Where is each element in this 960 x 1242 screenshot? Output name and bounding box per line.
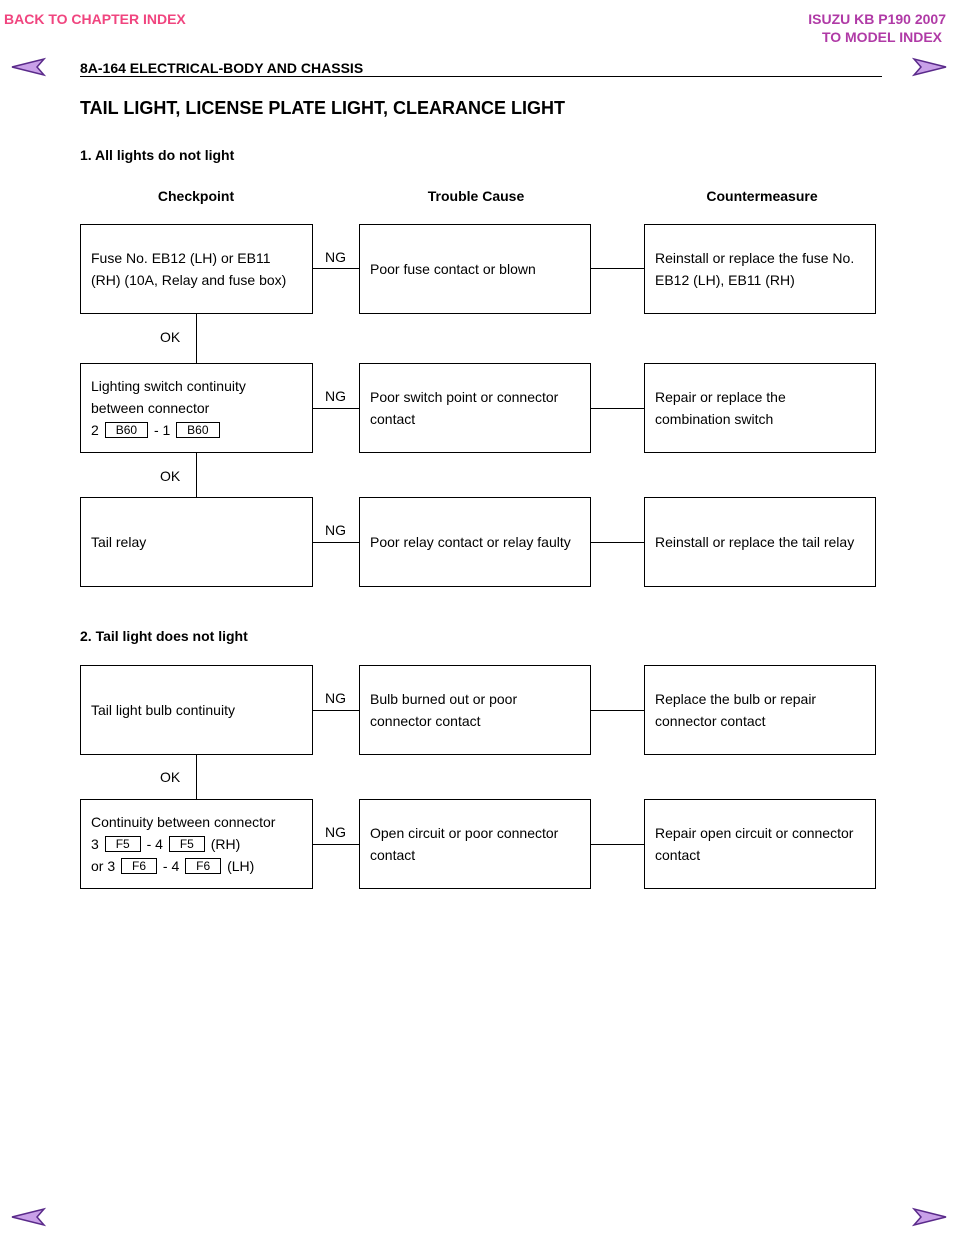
s1-r3-ng-connector [313,542,359,543]
s2-r1-checkpoint-text: Tail light bulb continuity [91,702,235,718]
s1-r2-checkpoint-line1: Lighting switch continuity [91,378,246,394]
previous-page-arrow-bottom-icon[interactable] [10,1206,46,1228]
s1-r1-checkpoint-text: Fuse No. EB12 (LH) or EB11 (RH) (10A, Relay and fuse box) [91,250,287,288]
s1-r3-countermeasure-box [644,497,876,587]
s2-r2-l3-sep: - 4 [162,858,180,874]
s1-r2-checkpoint-box [80,363,313,453]
s2-r2-checkpoint-line2 [91,833,302,855]
s2-r2-trouble-box [359,799,591,889]
header-rule [80,76,882,77]
s2-r2-l2-connector-b: F5 [169,836,205,852]
s1-r2-countermeasure-text: Repair or replace the combination switch [655,389,786,427]
s1-r1-ng-label: NG [325,249,346,265]
s1-r3-counter-connector [591,542,644,543]
s1-r1-counter-connector [591,268,644,269]
next-page-arrow-bottom-icon[interactable] [912,1206,948,1228]
s1-r2-countermeasure-box [644,363,876,453]
s2-r2-countermeasure-text: Repair open circuit or connector contact [655,825,854,863]
s2-r1-counter-connector [591,710,644,711]
s2-r1-countermeasure-box [644,665,876,755]
s1-r2-checkpoint-line3 [91,419,302,441]
next-page-arrow-icon[interactable] [912,56,948,78]
s2-r1-ng-connector [313,710,359,711]
s2-r2-l2-side: (RH) [210,836,241,852]
to-model-index-link[interactable]: TO MODEL INDEX [821,29,942,45]
section-2-heading: 2. Tail light does not light [80,628,248,644]
section-1-heading: 1. All lights do not light [80,147,235,163]
s1-ok-connector-2 [196,453,197,497]
s1-r2-ng-label: NG [325,388,346,404]
s2-r2-l2-sep: - 4 [146,836,163,852]
s2-r2-checkpoint-box [80,799,313,889]
s1-r1-countermeasure-box [644,224,876,314]
s1-r1-trouble-box [359,224,591,314]
s2-r2-l3-connector-a: F6 [121,858,157,874]
s1-r1-checkpoint-box [80,224,313,314]
s1-r2-checkpoint-line2: between connector [91,400,210,416]
s2-r2-l3-pin: or 3 [91,858,116,874]
s1-ok-label-1: OK [160,329,181,345]
s2-r2-ng-connector [313,844,359,845]
s2-r2-checkpoint-line3 [91,855,302,877]
s2-r1-ng-label: NG [325,690,346,706]
previous-page-arrow-icon[interactable] [10,56,46,78]
page-title: TAIL LIGHT, LICENSE PLATE LIGHT, CLEARANCE LIGHT [80,98,565,118]
column-countermeasure: Countermeasure [706,188,818,204]
s2-r1-trouble-text: Bulb burned out or poor connector contact [370,691,518,729]
s1-r2-trouble-box [359,363,591,453]
s2-r2-counter-connector [591,844,644,845]
s2-r1-checkpoint-box [80,665,313,755]
s2-ok-connector [196,755,197,799]
s2-r2-l2-pin: 3 [91,836,99,852]
s2-r2-trouble-text: Open circuit or poor connector contact [370,825,559,863]
isuzu-model-title-link[interactable]: ISUZU KB P190 2007 [808,11,946,27]
page-header: 8A-164 ELECTRICAL-BODY AND CHASSIS [80,60,364,76]
s1-ok-label-2: OK [160,468,181,484]
s1-r3-checkpoint-box [80,497,313,587]
s2-r1-countermeasure-text: Replace the bulb or repair connector contact [655,691,817,729]
s1-r2-ng-connector [313,408,359,409]
s1-ok-connector-1 [196,314,197,363]
s2-r2-countermeasure-box [644,799,876,889]
back-to-chapter-index-link[interactable]: BACK TO CHAPTER INDEX [4,11,186,27]
column-checkpoint: Checkpoint [157,188,235,204]
s2-r2-l3-side: (LH) [227,858,255,874]
s1-r2-pin-a: 2 [91,422,99,438]
s1-r1-ng-connector [313,268,359,269]
s1-r2-pin-sep: - 1 [153,422,171,438]
s1-r3-trouble-text: Poor relay contact or relay faulty [370,534,571,550]
s1-r3-trouble-box [359,497,591,587]
s2-r2-ng-label: NG [325,824,346,840]
s2-r2-l3-connector-b: F6 [185,858,221,874]
s1-r2-connector-b: B60 [176,422,219,438]
s1-r3-checkpoint-text: Tail relay [91,534,147,550]
s1-r3-ng-label: NG [325,522,346,538]
s1-r1-countermeasure-text: Reinstall or replace the fuse No. EB12 (LH), EB11 (RH) [655,250,855,288]
s2-r2-l2-connector-a: F5 [105,836,141,852]
s2-r2-checkpoint-line1: Continuity between connector [91,814,276,830]
s1-r2-connector-a: B60 [105,422,148,438]
s1-r3-countermeasure-text: Reinstall or replace the tail relay [655,534,855,550]
s1-r1-trouble-text: Poor fuse contact or blown [370,261,536,277]
s1-r2-counter-connector [591,408,644,409]
column-trouble-cause: Trouble Cause [427,188,525,204]
s1-r2-trouble-text: Poor switch point or connector contact [370,389,559,427]
s2-ok-label: OK [160,769,181,785]
s2-r1-trouble-box [359,665,591,755]
